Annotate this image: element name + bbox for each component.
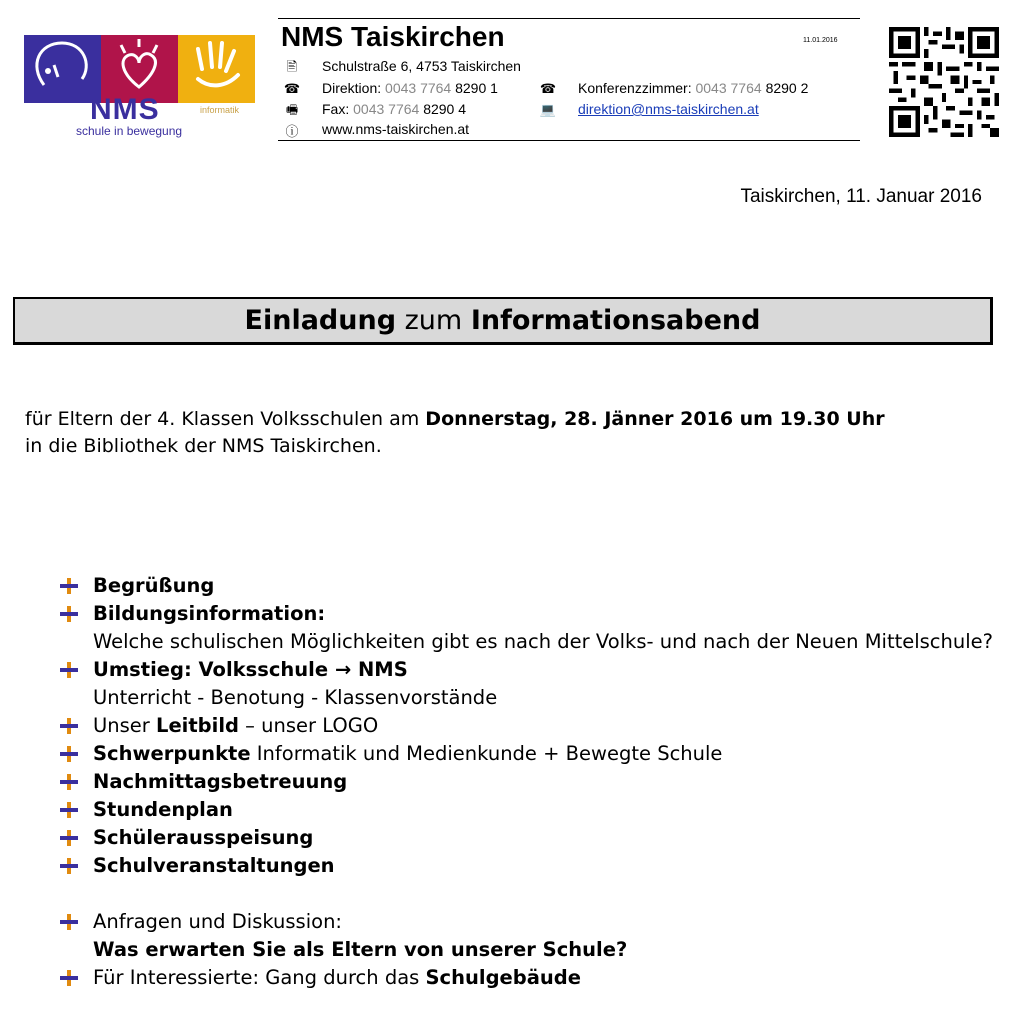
bullet-icon <box>60 802 78 818</box>
list-item <box>60 768 1010 796</box>
bullet-icon <box>60 746 78 762</box>
title-part-2: zum <box>404 305 463 336</box>
agenda-item-text-rest: Informatik und Medienkunde + Bewegte Schule <box>250 742 723 765</box>
agenda-item-text-a: Unser <box>93 714 157 737</box>
list-item <box>60 964 1010 992</box>
agenda-item-text: Bildungsinformation: <box>93 602 326 625</box>
agenda-item-text: Stundenplan <box>93 798 233 821</box>
direktion-line <box>282 80 498 97</box>
bullet-icon <box>60 830 78 846</box>
agenda-item-sub: Unterricht - Benotung - Klassenvorstände <box>93 686 498 709</box>
info-icon: ⓘ <box>285 125 299 140</box>
fax-prefix: 0043 7764 <box>353 101 420 117</box>
konferenz-label: Konferenzzimmer: <box>578 80 692 96</box>
list-item <box>60 824 1010 852</box>
fax-label: Fax: <box>322 101 350 117</box>
bullet-icon <box>60 774 78 790</box>
logo-text: NMS <box>90 93 160 126</box>
agenda-list <box>60 572 1010 992</box>
direktion-prefix: 0043 7764 <box>385 80 452 96</box>
agenda-item-text-bold: Schwerpunkte <box>93 742 251 765</box>
konferenz-line <box>538 80 809 97</box>
address-text: Schulstraße 6, 4753 Taiskirchen <box>322 58 521 74</box>
direktion-number: 8290 1 <box>455 80 498 96</box>
agenda-item-text-c: – unser LOGO <box>238 714 379 737</box>
list-item <box>60 740 1010 768</box>
email-line <box>538 101 759 118</box>
invitation-title <box>13 297 993 345</box>
header-date: 11.01.2016 <box>803 37 838 44</box>
address-line <box>282 58 521 80</box>
list-item <box>60 600 1010 628</box>
place-date: Taiskirchen, 11. Januar 2016 <box>740 186 982 207</box>
list-item <box>60 656 1010 684</box>
list-item <box>60 572 1010 600</box>
website-text[interactable]: www.nms-taiskirchen.at <box>322 121 470 137</box>
school-name: NMS Taiskirchen <box>281 21 505 52</box>
list-item <box>60 908 1010 936</box>
logo-side-text: informatik <box>200 105 240 115</box>
agenda-item-sub: Welche schulischen Möglichkeiten gibt es nach der Volks- und nach der Neuen Mittelschule? <box>93 630 994 653</box>
email-link[interactable]: direktion@nms-taiskirchen.at <box>578 101 759 117</box>
bullet-icon <box>60 718 78 734</box>
header-bottom-rule <box>278 140 860 141</box>
fax-number: 8290 4 <box>423 101 467 117</box>
list-item <box>60 712 1010 740</box>
fax-icon: 🖷 <box>285 103 299 118</box>
agenda-item-text: Anfragen und Diskussion: <box>93 910 342 933</box>
address-card-icon: 🖹 <box>286 60 298 75</box>
agenda-item-text-b: Leitbild <box>156 714 239 737</box>
website-line <box>282 121 470 140</box>
agenda-item-text: Schülerausspeisung <box>93 826 314 849</box>
bullet-icon <box>60 606 78 622</box>
logo-hand-icon <box>178 35 255 103</box>
qr-code <box>889 27 999 137</box>
intro-line2: in die Bibliothek der NMS Taiskirchen. <box>25 435 382 457</box>
bullet-icon <box>60 662 78 678</box>
intro-text <box>25 406 885 460</box>
title-part-3: Informationsabend <box>470 305 761 336</box>
bullet-icon <box>60 858 78 874</box>
konferenz-number: 8290 2 <box>765 80 809 96</box>
fax-line <box>282 101 467 123</box>
logo-tagline: schule in bewegung <box>76 124 183 138</box>
title-part-1: Einladung <box>244 305 397 336</box>
header-top-rule <box>278 18 860 19</box>
agenda-item-text: Nachmittagsbetreuung <box>93 770 348 793</box>
computer-icon: 💻 <box>539 103 557 118</box>
agenda-item-text: Schulveranstaltungen <box>93 854 335 877</box>
agenda-item-text-normal: Für Interessierte: Gang durch das <box>93 966 426 989</box>
agenda-item-text: Umstieg: Volksschule → NMS <box>93 658 408 681</box>
phone-icon: ☎ <box>539 82 557 97</box>
agenda-item-text-bold: Schulgebäude <box>425 966 581 989</box>
intro-line1-bold: Donnerstag, 28. Jänner 2016 um 19.30 Uhr <box>425 408 885 430</box>
list-item <box>60 852 1010 880</box>
direktion-label: Direktion: <box>322 80 382 96</box>
list-item <box>60 796 1010 824</box>
bullet-icon <box>60 578 78 594</box>
bullet-icon <box>60 914 78 930</box>
phone-icon: ☎ <box>283 82 301 97</box>
agenda-item-text: Begrüßung <box>93 574 215 597</box>
school-logo <box>24 35 256 137</box>
intro-line1-normal: für Eltern der 4. Klassen Volksschulen am <box>25 408 420 430</box>
agenda-item-sub: Was erwarten Sie als Eltern von unserer Schule? <box>93 938 628 961</box>
konferenz-prefix: 0043 7764 <box>695 80 762 96</box>
bullet-icon <box>60 970 78 986</box>
